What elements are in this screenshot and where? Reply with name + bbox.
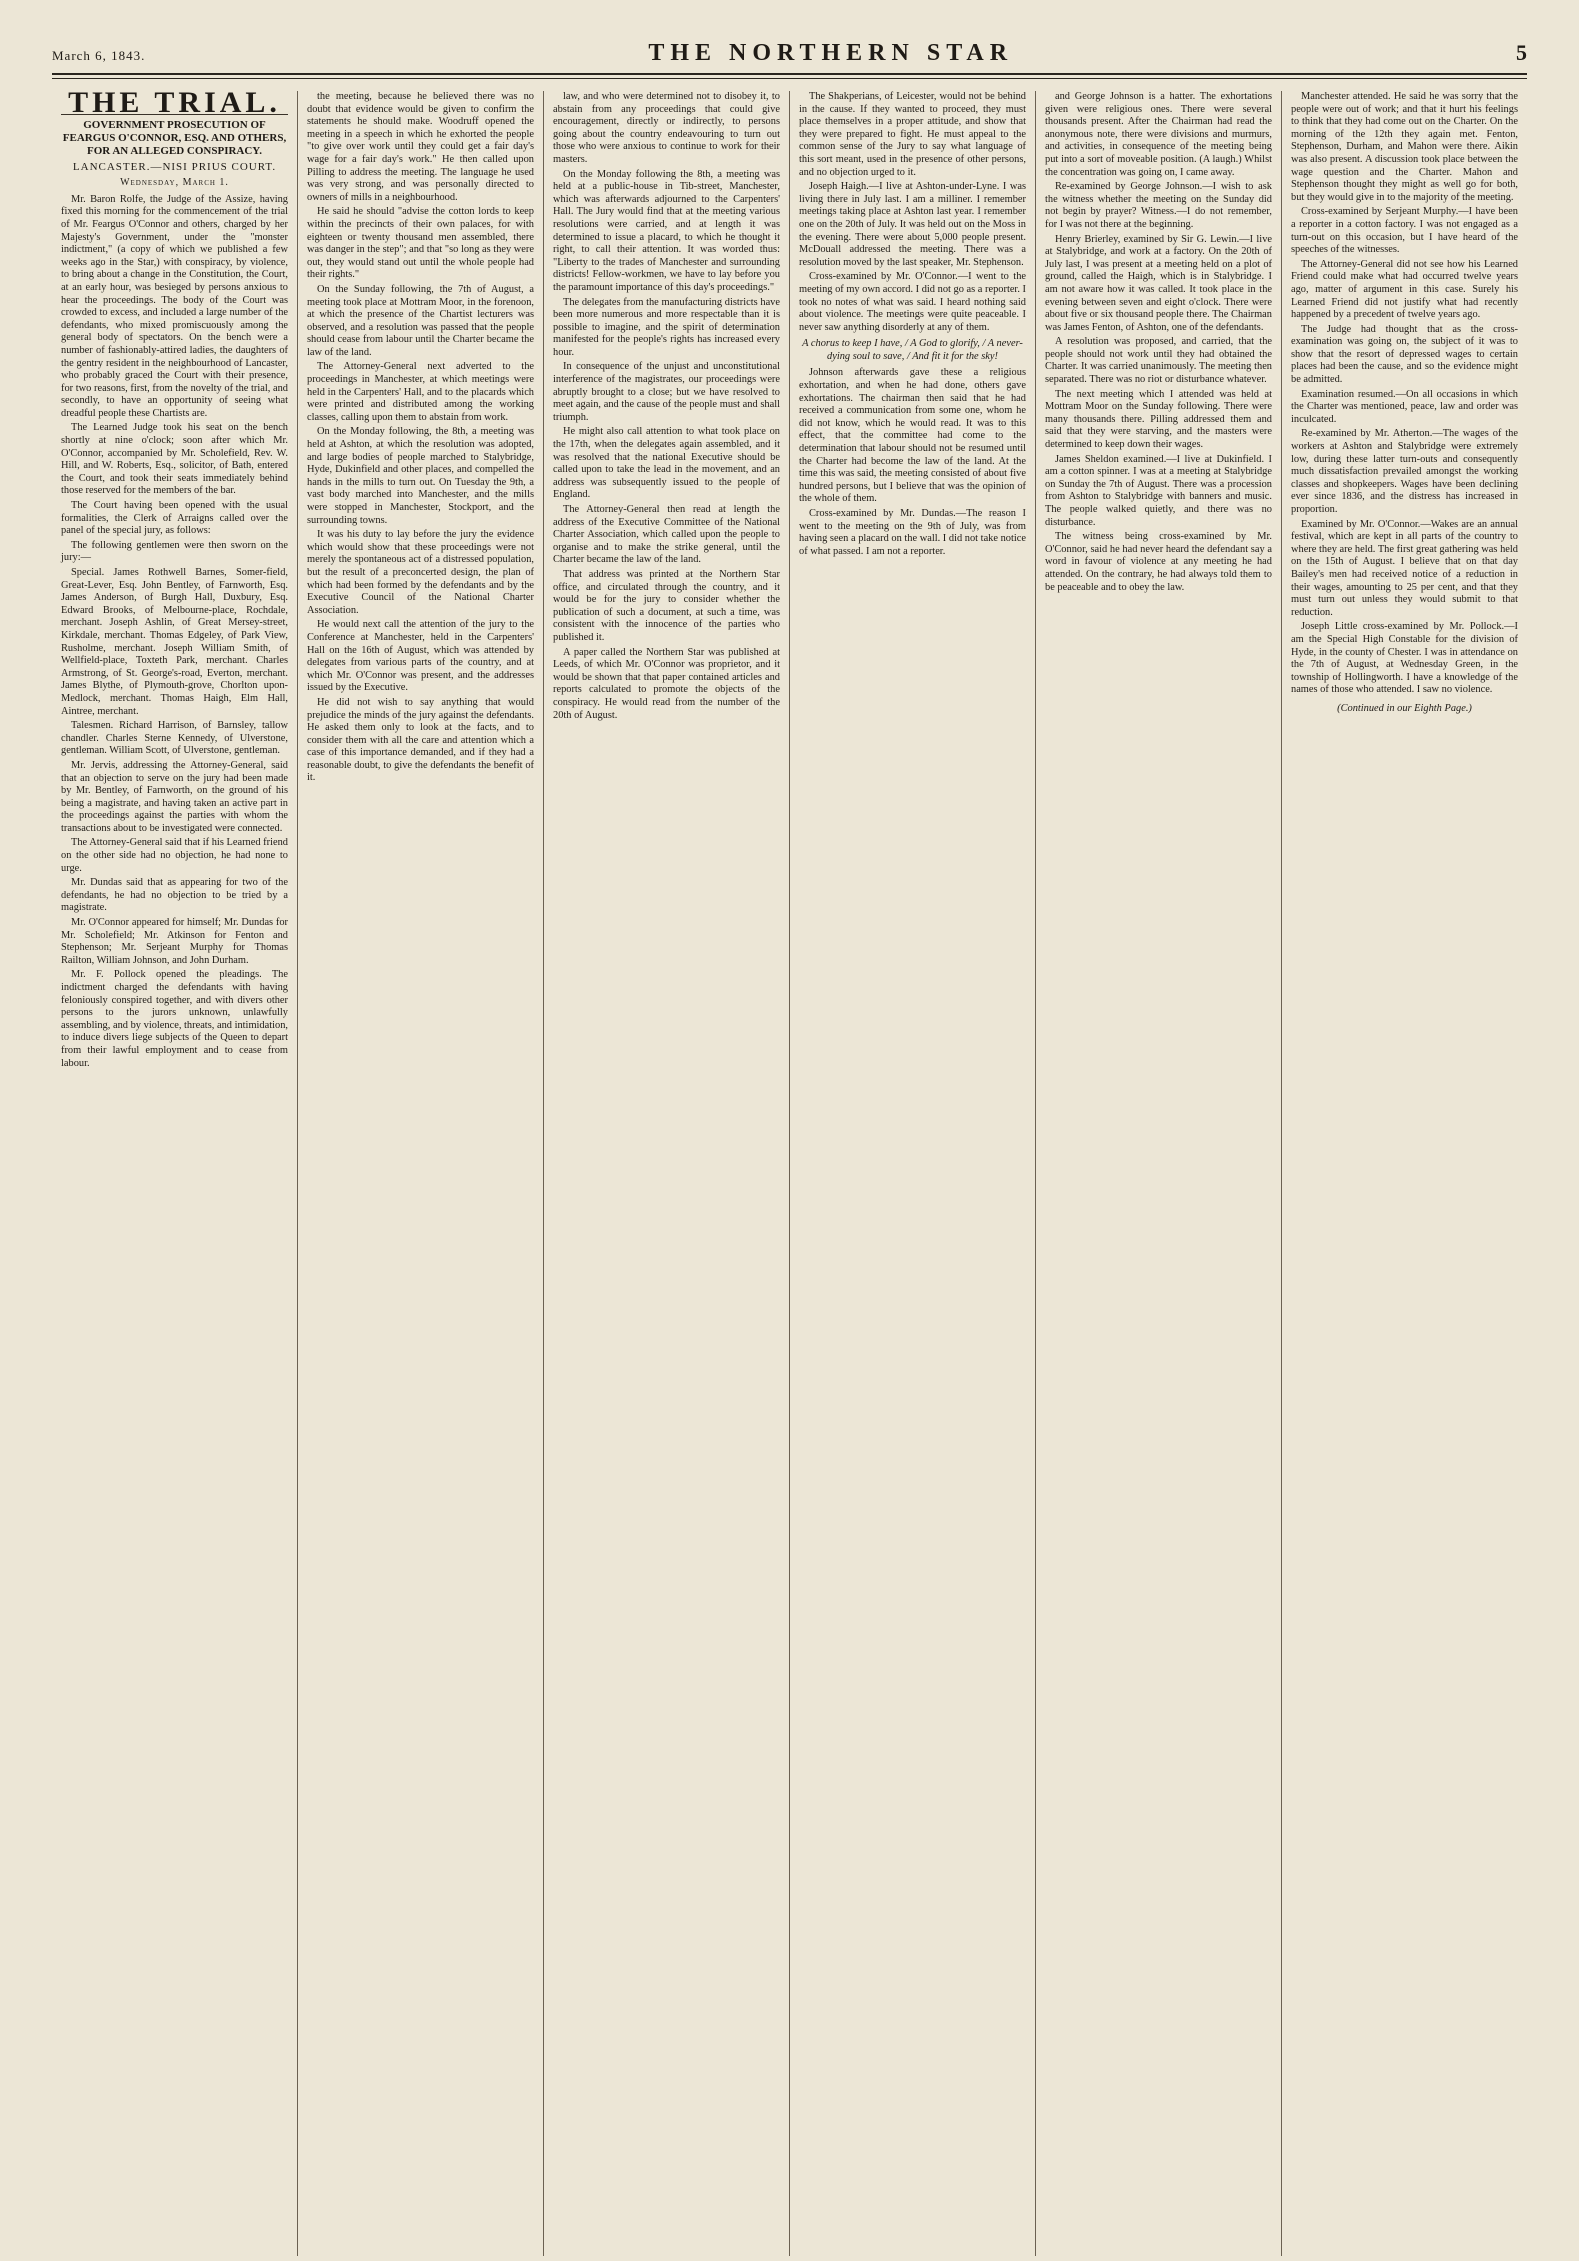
column-1	[52, 91, 298, 2256]
paragraph: Johnson afterwards gave these a religious exhortation, and when he had done, others gave exhortations. The chairman then said that he had received a communication from some one, whom he did not know, which he would read. It was to this effect, that the committee had come to the determination that labour should not be resumed until the Charter had become the law of the land. At the time this was said, the meeting consisted of about five hundred persons, but I believe that was the opinion of the whole of them.	[799, 367, 1026, 505]
paragraph: Cross-examined by Mr. Dundas.—The reason I went to the meeting on the 9th of July, was from having seen a placard on the wall. I did not take notice of what passed. I am not a reporter.	[799, 508, 1026, 557]
paragraph: Mr. Dundas said that as appearing for two of the defendants, he had no objection to be tried by a magistrate.	[61, 877, 288, 914]
paragraph: Examination resumed.—On all occasions in which the Charter was mentioned, peace, law and order was inculcated.	[1291, 388, 1518, 425]
paragraph: The following gentlemen were then sworn on the jury:—	[61, 539, 288, 564]
paragraph: Special. James Rothwell Barnes, Somer-field, Great-Lever, Esq. John Bentley, of Farnworth, Esq. James Anderson, of Burgh Hall, Duxbury, Esq. Edward Brooks, of Melbourne-place, Rochdale, merchant. Joseph Ashlin, of Great Mersey-street, Kirkdale, merchant. Thomas Edgeley, of Park View, Rusholme, merchant. Joseph William Smith, of Wellfield-place, Toxteth Park, merchant. Charles Armstrong, of St. George's-road, Everton, merchant. James Blythe, of Plymouth-grove, Chorlton upon-Medlock, merchant. Thomas Haigh, Elm Hall, Aintree, merchant.	[61, 567, 288, 717]
paragraph: The Attorney-General then read at length the address of the Executive Committee of the National Charter Association, which called upon the people to organise and to make the strike general, until the Charter became the law of the land.	[553, 504, 780, 566]
paragraph: The delegates from the manufacturing districts have been more numerous and more respectable than it is possible to imagine, and the spirit of determination manifested for the people's rights has increased every hour.	[553, 296, 780, 358]
paragraph: The Attorney-General next adverted to the proceedings in Manchester, at which meetings were held in the Carpenters' Hall, and to the placards which were printed and distributed among the working classes, calling upon them to abstain from work.	[307, 361, 534, 423]
paragraph: The Shakperians, of Leicester, would not be behind in the cause. If they wanted to proceed, they must place themselves in a proper attitude, and show that they were prepared to fight. He must appeal to the common sense of the Jury to say what language of this sort meant, used in the presence of other persons, and no objection urged to it.	[799, 91, 1026, 178]
paragraph: A resolution was proposed, and carried, that the people should not work until they had obtained the Charter. It was carried unanimously. The meeting then separated. There was no riot or disturbance whatever.	[1045, 336, 1272, 386]
column-2	[298, 91, 544, 2256]
paragraph: Examined by Mr. O'Connor.—Wakes are an annual festival, which are kept in all parts of the country to where they are held. The first great gathering was held on the 15th of August. I believe that on that day Bailey's men had received notice of a reduction in their wages, amounting to 25 per cent, and that they must turn out unless they would submit to that reduction.	[1291, 518, 1518, 618]
newspaper-title: THE NORTHERN STAR	[648, 40, 1014, 66]
paragraph: Henry Brierley, examined by Sir G. Lewin.—I live at Stalybridge, and work at a factory. On the 20th of July last, I was present at a meeting held on a plot of ground, called the Haigh, which is in Stalybridge. I am not aware how it was called. It took place in the evening between seven and eight o'clock. There were about five or six thousand people there. The Chairman was James Fenton, of Ashton, one of the defendants.	[1045, 233, 1272, 333]
paragraph: The Attorney-General did not see how his Learned Friend could make what had occurred twelve years ago, matter of argument in this case. Surely his Learned Friend did not justify what had recently happened by a precedent of twelve years ago.	[1291, 258, 1518, 321]
article-day: Wednesday, March 1.	[120, 177, 229, 189]
masthead	[52, 40, 1527, 75]
paragraph: It was his duty to lay before the jury the evidence which would show that these proceedings were not merely the spontaneous act of a distressed population, but the result of a preconcerted design, the plan of which had been formed by the defendants and by the Executive Council of the National Charter Association.	[307, 529, 534, 616]
paragraph: law, and who were determined not to disobey it, to abstain from any proceedings that could give encouragement, directly or indirectly, to persons going about the country endeavouring to turn out those who were anxious to continue to work for their masters.	[553, 91, 780, 165]
masthead-rule	[52, 78, 1527, 79]
paragraph: The Court having been opened with the usual formalities, the Clerk of Arraigns called over the panel of the special jury, as follows:	[61, 500, 288, 537]
article-title: THE TRIAL.	[61, 97, 288, 115]
paragraph: Mr. Baron Rolfe, the Judge of the Assize, having fixed this morning for the commencement of the trial of Mr. Feargus O'Connor and others, charged by her Majesty's Government, under the "monster indictment," (a copy of which we published a few weeks ago in the Star,) with conspiracy, by violence, to bring about a change in the Constitution, the Court, at an early hour, was besieged by persons anxious to hear the proceedings. The body of the Court was crowded to excess, and included a large number of the defendants, who mixed promiscuously among the general body of spectators. On the bench were a number of fashionably-attired ladies, the daughters of the gentry resident in the neighbourhood of Lancaster, who probably graced the Court with their presence, for two reasons, first, from the novelty of the trial, and secondly, to have an opportunity of seeing what dreadful people these Chartists are.	[61, 193, 288, 419]
paragraph: On the Monday following, the 8th, a meeting was held at Ashton, at which the resolution was adopted, and large bodies of people marched to Stalybridge, Hyde, Dukinfield and other places, and compelled the hands in the mills to turn out. On Tuesday the 9th, a vast body marched into Manchester, and the mills were stopped in Manchester, Stockport, and the surrounding towns.	[307, 426, 534, 526]
paragraph: Mr. F. Pollock opened the pleadings. The indictment charged the defendants with having feloniously conspired together, and with divers other persons to the jurors unknown, unlawfully assembling, and by violence, threats, and intimidation, to induce divers liege subjects of the Queen to depart from their lawful employment and to cease from labour.	[61, 969, 288, 1069]
paragraph: Cross-examined by Mr. O'Connor.—I went to the meeting of my own accord. I did not go as a reporter. I took no notes of what was said. I heard nothing said about violence. The meetings were quite peaceable. I never saw anything disorderly at any of them.	[799, 271, 1026, 333]
article-dateline: LANCASTER.—NISI PRIUS COURT.	[72, 160, 277, 173]
paragraph: He would next call the attention of the jury to the Conference at Manchester, held in the Carpenters' Hall on the 16th of August, which was attended by delegates from various parts of the country, and at which Mr. O'Connor was present, and the addresses issued by the Executive.	[307, 619, 534, 694]
paragraph: Cross-examined by Serjeant Murphy.—I have been a reporter in a cotton factory. I was not engaged as a turn-out on this occasion, but I have heard of the speeches of the witnesses.	[1291, 206, 1518, 256]
paragraph: The witness being cross-examined by Mr. O'Connor, said he had never heard the defendant say a word in favour of violence at any meeting he had attended. On the contrary, he had always told them to be peaceable and to obey the law.	[1045, 531, 1272, 593]
continued-notice: (Continued in our Eighth Page.)	[1337, 702, 1472, 714]
paragraph: He did not wish to say anything that would prejudice the minds of the jury against the defendants. He asked them only to look at the facts, and to consider them with all the care and attention which a case of this importance demanded, and if they had a reasonable doubt, to give the defendants the benefit of it.	[307, 696, 534, 784]
column-6	[1282, 91, 1527, 2256]
paragraph: A paper called the Northern Star was published at Leeds, of which Mr. O'Connor was proprietor, and it would be shown that that paper contained articles and reports calculated to promote the objects of the conspiracy. He would read from the number of the 20th of August.	[553, 646, 780, 721]
column-4	[790, 91, 1036, 2256]
paragraph: The Learned Judge took his seat on the bench shortly at nine o'clock; soon after which Mr. O'Connor, accompanied by Mr. Scholefield, Rev. W. Hill, and W. Roberts, Esq., solicitor, of Bath, entered the Court, and took their seats immediately behind those reserved for the members of the bar.	[61, 422, 288, 497]
paragraph: Mr. O'Connor appeared for himself; Mr. Dundas for Mr. Scholefield; Mr. Atkinson for Fenton and Stephenson; Mr. Serjeant Murphy for Thomas Railton, William Johnson, and John Durham.	[61, 917, 288, 966]
paragraph: He might also call attention to what took place on the 17th, when the delegates again assembled, and it was resolved that the national Executive should be called upon to take the lead in the movement, and an address was subsequently issued to the people of England.	[553, 426, 780, 501]
paragraph: That address was printed at the Northern Star office, and circulated through the country, and it would be for the jury to consider whether the publication of such a document, at such a time, was consistent with the innocence of the parties who published it.	[553, 568, 780, 643]
page-number: 5	[1515, 40, 1527, 65]
paragraph: and George Johnson is a hatter. The exhortations given were religious ones. There were several thousands present. After the Chairman had read the anonymous note, there were divisions and murmurs, and activities, in consequence of the meeting being put into a sort of moveable position. (A laugh.) Whilst the concentration was going on, I came away.	[1045, 91, 1272, 178]
paragraph: Talesmen. Richard Harrison, of Barnsley, tallow chandler. Charles Sterne Kennedy, of Ulverstone, gentleman. William Scott, of Ulverstone, gentleman.	[61, 720, 288, 757]
column-5	[1036, 91, 1282, 2256]
paragraph: In consequence of the unjust and unconstitutional interference of the magistrates, our proceedings were abruptly brought to a close; but we have resolved to meet again, and the cause of the people must and shall triumph.	[553, 361, 780, 423]
paragraph: He said he should "advise the cotton lords to keep within the precincts of their own palaces, for with eighteen or twenty thousand men assembled, there was danger in the step"; and that "so long as they were out, they would stand out until the whole people had their rights."	[307, 206, 534, 281]
columns-container	[52, 91, 1527, 2256]
paragraph: The Judge had thought that as the cross-examination was going on, the subject of it was to show that the resort of depressed wages to certain places had been the cause, and so the evidence might be admitted.	[1291, 323, 1518, 386]
article-subtitle: GOVERNMENT PROSECUTION OF FEARGUS O'CONNOR, ESQ. AND OTHERS, FOR AN ALLEGED CONSPIRACY.	[62, 118, 287, 157]
paragraph: Re-examined by Mr. Atherton.—The wages of the workers at Ashton and Stalybridge were extremely low, during these latter turn-outs and consequently much dissatisfaction prevailed amongst the working classes and shopkeepers. Wages have been declining ever since 1836, and the distress has increased in proportion.	[1291, 428, 1518, 515]
issue-date: March 6, 1843.	[52, 48, 146, 63]
paragraph: Mr. Jervis, addressing the Attorney-General, said that an objection to serve on the jury had been made by Mr. Bentley, of Farnworth, on the ground of his being a magistrate, and having taken an active part in the proceedings against the parties with whom the transactions about to be investigated were connected.	[61, 759, 288, 834]
paragraph: On the Monday following the 8th, a meeting was held at a public-house in Tib-street, Manchester, which was afterwards adjourned to the Carpenters' Hall. The Jury would find that at the meeting various resolutions were carried, and at length it was determined to issue a placard, to which he thought it right, to call their attention. It was worded thus: "Liberty to the trades of Manchester and surrounding districts! Fellow-workmen, we have to lay before you the paramount importance of this day's proceedings."	[553, 168, 780, 293]
paragraph: Re-examined by George Johnson.—I wish to ask the witness whether the meeting on the Sunday did not begin by prayer? Witness.—I do not remember, for I was not there at the beginning.	[1045, 181, 1272, 230]
paragraph: The Attorney-General said that if his Learned friend on the other side had no objection, he had none to urge.	[61, 837, 288, 874]
paragraph: Joseph Haigh.—I live at Ashton-under-Lyne. I was living there in July last. I am a milliner. I remember meetings taking place at Ashton last year. I remember one on the 20th of July. It was held out on the Moss in the evening. There were about 5,000 people present. McDouall addressed the meeting. There was a resolution moved by the last speaker, Mr. Stephenson.	[799, 181, 1026, 268]
paragraph: On the Sunday following, the 7th of August, a meeting took place at Mottram Moor, in the forenoon, at which the presence of the Chartist lecturers was observed, and a resolution was passed that the people should cease from labour until the Charter became the law of the land.	[307, 283, 534, 358]
paragraph: the meeting, because he believed there was no doubt that evidence would be given to confirm the statements he should make. Woodruff opened the meeting in a speech in which he exhorted the people "to give over work until they could get a fair day's wage for a fair day's work." He then called upon Pilling to address the meeting. The language he used was very strong, and was personally directed to owners of mills in a neighbourhood.	[307, 91, 534, 203]
paragraph: Joseph Little cross-examined by Mr. Pollock.—I am the Special High Constable for the division of Hyde, in the county of Chester. I was in attendance on the 7th of August, at Wednesday Green, in the township of Hollingworth. I have a knowledge of the names of those who attended. I saw no violence.	[1291, 621, 1518, 696]
paragraph: James Sheldon examined.—I live at Dukinfield. I am a cotton spinner. I was at a meeting at Stalybridge on Sunday the 7th of August. There was a procession from Ashton to Stalybridge with banners and music. The people walked quietly, and there was no disturbance.	[1045, 453, 1272, 528]
hymn-verse: A chorus to keep I have, / A God to glorify, / A never-dying soul to save, / And fit it for the sky!	[802, 338, 1023, 362]
column-3	[544, 91, 790, 2256]
paragraph: The next meeting which I attended was held at Mottram Moor on the Sunday following. There were many thousands there. Pilling addressed them and said that they were starving, and the masters were determined to keep down their wages.	[1045, 388, 1272, 451]
paragraph: Manchester attended. He said he was sorry that the people were out of work; and that it hurt his feelings to think that they had come out on the Charter. On the morning of the 12th they again met. Fenton, Stephenson, Durham, and Mahon were there. Aikin was also present. A discussion took place between the wage question and the Charter. Mahon and Stephenson thought they might as well go for both, but they would give in to the majority of the meeting.	[1291, 91, 1518, 203]
